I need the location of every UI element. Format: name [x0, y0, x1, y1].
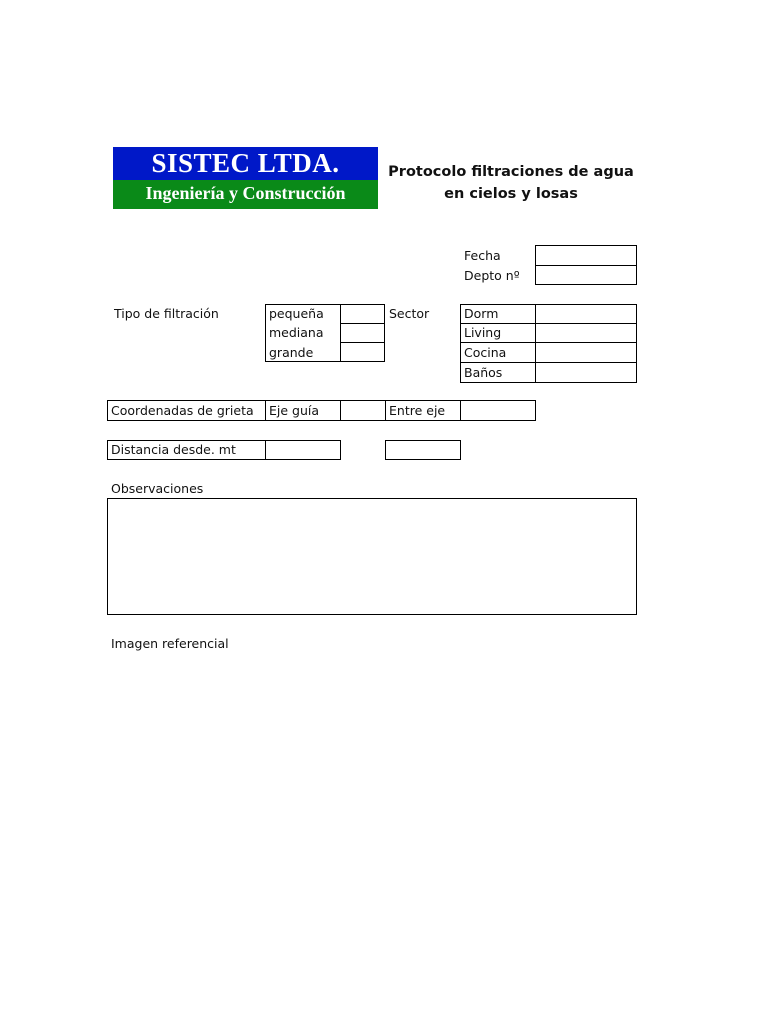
- sector-banos-field[interactable]: [536, 363, 636, 382]
- coord-divider: [265, 400, 266, 421]
- distancia-field[interactable]: [266, 441, 340, 459]
- sector-option-living: Living: [464, 325, 502, 340]
- tipo-option-pequena: pequeña: [269, 306, 324, 321]
- eje-guia-field[interactable]: [341, 401, 385, 420]
- distancia-label: Distancia desde. mt: [111, 442, 236, 457]
- coord-divider: [385, 400, 386, 421]
- depto-field[interactable]: [535, 265, 637, 285]
- tipo-mediana-checkbox[interactable]: [341, 324, 384, 342]
- sector-cocina-field[interactable]: [536, 343, 636, 362]
- entre-eje-label: Entre eje: [389, 403, 446, 418]
- tipo-option-mediana: mediana: [269, 325, 324, 340]
- sector-option-banos: Baños: [464, 365, 503, 380]
- entre-eje-field[interactable]: [461, 401, 535, 420]
- imagen-referencial-label: Imagen referencial: [111, 636, 229, 651]
- company-logo-tagline: Ingeniería y Construcción: [113, 180, 378, 209]
- eje-guia-label: Eje guía: [269, 403, 320, 418]
- sector-option-dorm: Dorm: [464, 306, 499, 321]
- form-title: Protocolo filtraciones de agua en cielos y losas: [388, 164, 634, 202]
- tipo-filtracion-label: Tipo de filtración: [114, 306, 219, 321]
- coordenadas-label: Coordenadas de grieta: [111, 403, 254, 418]
- observaciones-label: Observaciones: [111, 481, 204, 496]
- tipo-pequena-checkbox[interactable]: [341, 305, 384, 323]
- sector-living-field[interactable]: [536, 324, 636, 342]
- sector-option-cocina: Cocina: [464, 345, 507, 360]
- observaciones-textarea[interactable]: [107, 498, 637, 615]
- depto-label: Depto nº: [464, 268, 520, 283]
- company-logo-name: SISTEC LTDA.: [113, 147, 378, 180]
- tipo-grande-checkbox[interactable]: [341, 343, 384, 361]
- sector-dorm-field[interactable]: [536, 305, 636, 323]
- tipo-option-grande: grande: [269, 345, 314, 360]
- sector-label: Sector: [389, 306, 430, 321]
- distancia-extra-field[interactable]: [385, 440, 461, 460]
- fecha-label: Fecha: [464, 248, 501, 263]
- fecha-field[interactable]: [535, 245, 637, 266]
